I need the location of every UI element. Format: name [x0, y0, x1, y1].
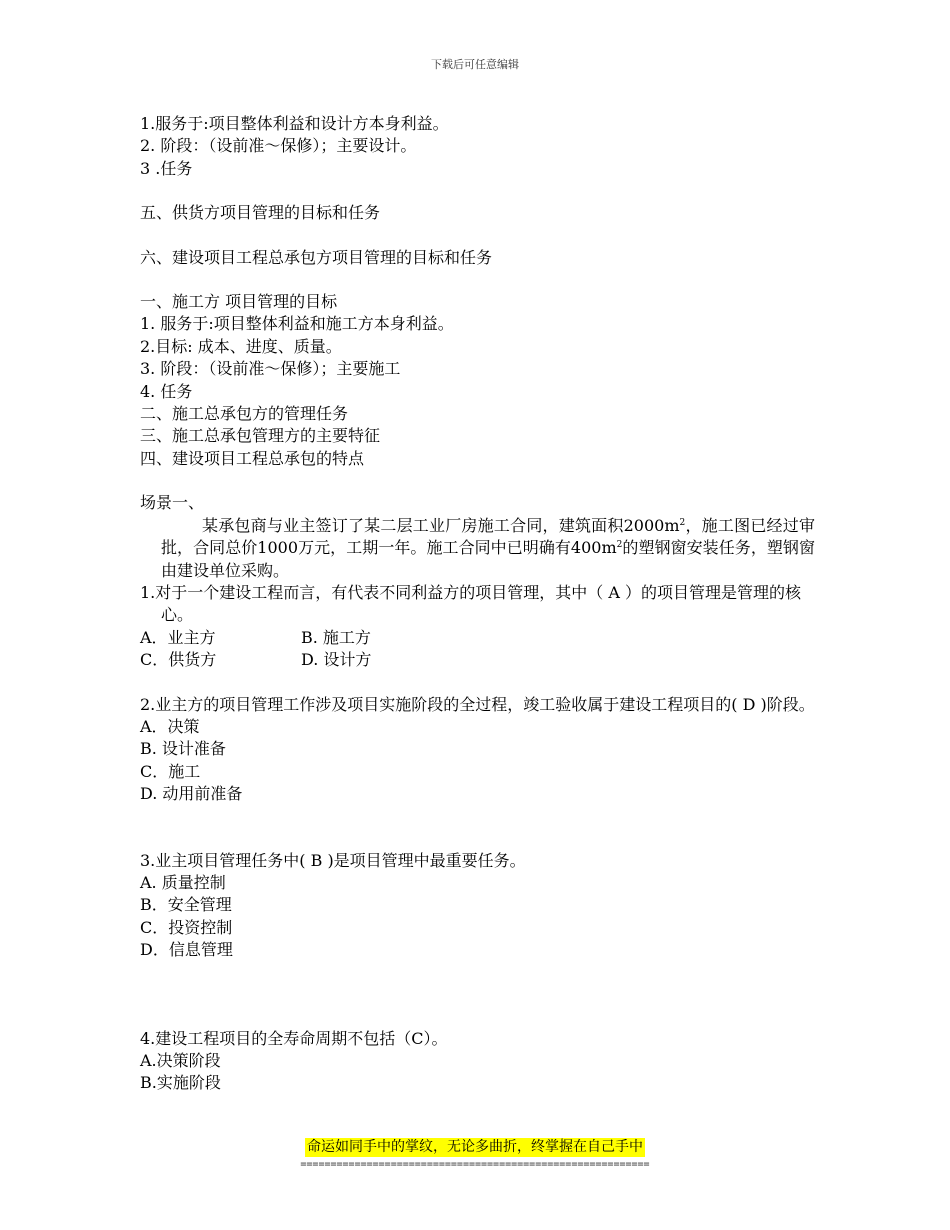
construction-goal-heading: 一、施工方 项目管理的目标: [140, 292, 338, 312]
design-stage-line: 2. 阶段：（设前准～保修）；主要设计。: [140, 136, 417, 156]
q1-option-c: C．供货方: [140, 650, 217, 670]
gc-task-heading: 二、施工总承包方的管理任务: [140, 404, 349, 424]
q3-option-d: D．信息管理: [140, 940, 233, 960]
epc-features-heading: 四、建设项目工程总承包的特点: [140, 448, 365, 468]
q1-option-d: D. 设计方: [301, 650, 372, 670]
page-header: 下载后可任意编辑: [431, 58, 519, 71]
q3-option-a: A. 质量控制: [140, 872, 226, 892]
q2-option-b: B. 设计准备: [140, 739, 226, 759]
design-service-line: 1.服务于:项目整体利益和设计方本身利益。: [140, 114, 449, 133]
question-3-stem: 3.业主项目管理任务中( B )是项目管理中最重要任务。: [140, 850, 526, 870]
question-2-stem: 2.业主方的项目管理工作涉及项目实施阶段的全过程，竣工验收属于建设工程项目的( D )阶段。: [140, 694, 815, 714]
document-body: [140, 113, 815, 1095]
heading-epc: 六、建设项目工程总承包方项目管理的目标和任务: [140, 247, 493, 267]
q3-option-c: C．投资控制: [140, 917, 233, 937]
footer-divider: ==========================================================: [300, 1159, 650, 1170]
q4-option-b: B.实施阶段: [140, 1073, 221, 1093]
construction-stage-line: 3. 阶段：（设前准～保修）；主要施工: [140, 359, 401, 379]
scenario-title: 场景一、: [140, 493, 205, 513]
q2-option-d: D. 动用前准备: [140, 784, 243, 804]
scenario-paragraph: 某承包商与业主签订了某二层工业厂房施工合同，建筑面积$2000m^2$，施工图已经过审批，合同总价1000万元，工期一年。施工合同中已明确有$400m^2$的塑钢窗安装任务，塑钢窗由建设单位采购。: [161, 515, 815, 580]
q1-option-a: A．业主方: [140, 627, 216, 647]
q2-option-a: A．决策: [140, 716, 200, 736]
q1-option-b: B. 施工方: [301, 627, 371, 647]
question-4-stem: 4.建设工程项目的全寿命周期不包括（C）。: [140, 1028, 448, 1048]
q3-option-b: B．安全管理: [140, 895, 232, 915]
heading-supplier: 五、供货方项目管理的目标和任务: [140, 203, 381, 223]
question-1-options-row1: [140, 627, 815, 649]
design-task-line: 3 .任务: [140, 158, 193, 178]
construction-service-line: 1. 服务于:项目整体利益和施工方本身利益。: [140, 314, 454, 334]
gc-management-heading: 三、施工总承包管理方的主要特征: [140, 426, 381, 446]
construction-target-line: 2.目标: 成本、进度、质量。: [140, 336, 342, 356]
page-footer: [0, 1136, 950, 1170]
footer-motto: 命运如同手中的掌纹，无论多曲折，终掌握在自己手中: [307, 1139, 643, 1155]
question-1-stem: 1.对于一个建设工程而言，有代表不同利益方的项目管理，其中（ A ）的项目管理是管理的核心。: [140, 582, 801, 625]
question-1-options-row2: [140, 649, 815, 671]
q2-option-c: C．施工: [140, 761, 201, 781]
construction-task-line: 4. 任务: [140, 381, 193, 401]
q4-option-a: A.决策阶段: [140, 1051, 221, 1070]
